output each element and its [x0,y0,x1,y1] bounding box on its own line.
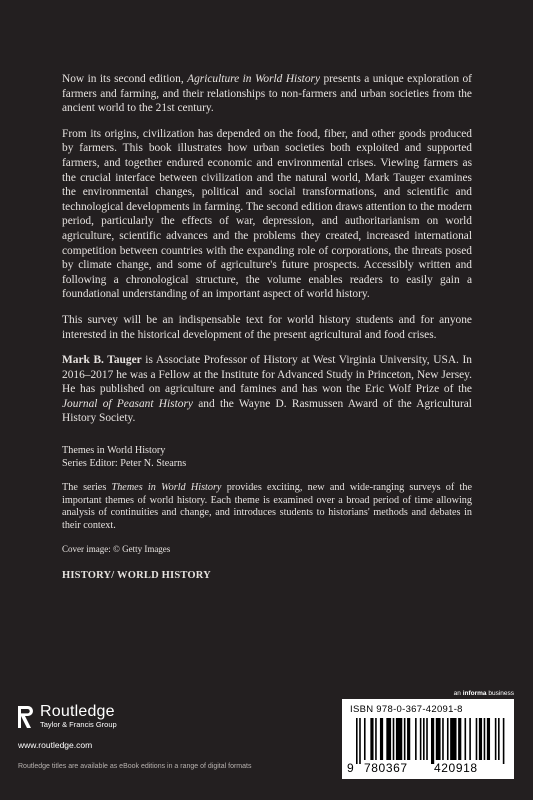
informa-prefix: an [453,690,463,697]
barcode-bar [415,718,417,760]
barcode-bar [356,718,358,764]
barcode-bar [442,718,444,760]
barcode-bar [498,718,500,760]
barcode-bar [479,718,482,760]
routledge-logo-icon [18,705,34,729]
publisher-logo [18,704,117,729]
blurb-intro-text: Now in its second edition, [62,73,188,85]
series-info [62,444,472,470]
author-bio [62,353,472,426]
isbn-barcode [342,699,514,779]
book-title: Agriculture in World History [187,73,320,85]
barcode-bar [484,718,486,760]
cover-credit: Cover image: © Getty Images [62,544,171,555]
barcode-bar [503,718,505,764]
barcode-bar [364,718,366,760]
informa-suffix: business [486,690,514,697]
barcode-bar [386,718,391,760]
author-bio-text: is Associate Professor of History at West Virginia University, USA. In 2016–2017 he was a Fellow at the Institute for Advanced Study in Princeton, New Jersey. He has published on agriculture and famines and has won the Eric Wolf Prize of the [62,354,472,396]
barcode-bar [423,718,425,760]
barcode-bar [465,718,467,760]
barcode-bar [396,718,402,760]
barcode-bar [447,718,449,760]
author-bio-text-2: and the Wayne D. Rasmussen Award of the Agricultural History Society. [62,397,472,425]
journal-title: Journal of Peasant History [62,397,193,410]
barcode-bar [404,718,406,760]
author-name: Mark B. Tauger [62,354,142,367]
series-title: Themes in World History [111,482,222,494]
barcode-bar [487,718,490,760]
barcode-digit-first: 9 [347,761,355,775]
series-description [62,482,472,532]
barcode-digits-left: 780367 [364,761,408,775]
publisher-name: Routledge [40,703,115,720]
barcode-bar [380,718,383,760]
blurb-description: From its origins, civilization has depended on the food, fiber, and other goods produced by farmers. This book illustrates how urban societies both exploited and supported farmers, and together endured economic and environmental crises. Viewing farmers as the crucial interface between civilization and the natural world, Mark Tauger examines the environmental changes, political and social transformations, and scientific and technological developments in farming. The second edition draws attention to the modern period, particularly the effects of war, depression, and authoritarianism on world agriculture, scientific advances and the problems they created, increased international competition between countries with the expanding role of corporations, the threats posed by climate change, and some of agriculture's future prospects. Accessibly written and following a chronological structure, the volume enables readers to easily gain a foundational understanding of an important aspect of world history. [62,127,472,301]
informa-brand: informa [462,690,487,697]
isbn-label: ISBN 978-0-367-42091-8 [350,704,463,715]
barcode-digits-right: 420918 [434,761,478,775]
barcode-bar [476,718,478,760]
barcode-bar [370,718,373,760]
series-name: Themes in World History [62,445,166,457]
barcode-bar [495,718,497,760]
barcode-bar [431,718,434,764]
barcode-bar [420,718,422,760]
series-editor: Series Editor: Peter N. Stearns [62,458,187,470]
barcode-bar [469,718,471,760]
barcode-bar [375,718,377,760]
barcode-bar [450,718,456,760]
barcode-bar [359,718,361,764]
blurb-intro [62,72,472,116]
back-cover-text [62,72,472,584]
barcode-bar [436,718,441,760]
barcode-bars [356,718,506,764]
publisher-url[interactable]: www.routledge.com [18,740,93,750]
publisher-group: Taylor & Francis Group [40,720,117,729]
barcode-bar [426,718,428,760]
blurb-audience: This survey will be an indispensable text for world history students and for anyone interested in the historical development of the present agricultural and food crises. [62,313,472,341]
barcode-bar [407,718,410,760]
series-desc-text-2: provides exciting, new and wide-ranging surveys of the important themes of world history. Each theme is examined over a broad period of time allowing analysis of continuities and change, and introduces students to historians' methods and debates in their context. [62,482,472,531]
barcode-bar [458,718,461,760]
subject-category: HISTORY/ WORLD HISTORY [62,570,211,582]
ebook-note: Routledge titles are available as eBook editions in a range of digital formats [18,763,252,770]
blurb-intro-text-2: presents a unique exploration of farmers and farming, and their relationships to non-farmers and urban societies from the ancient world to the 21st century. [62,73,472,115]
barcode-bar [393,718,395,760]
informa-tagline [414,690,514,697]
series-desc-text: The series [62,482,112,494]
